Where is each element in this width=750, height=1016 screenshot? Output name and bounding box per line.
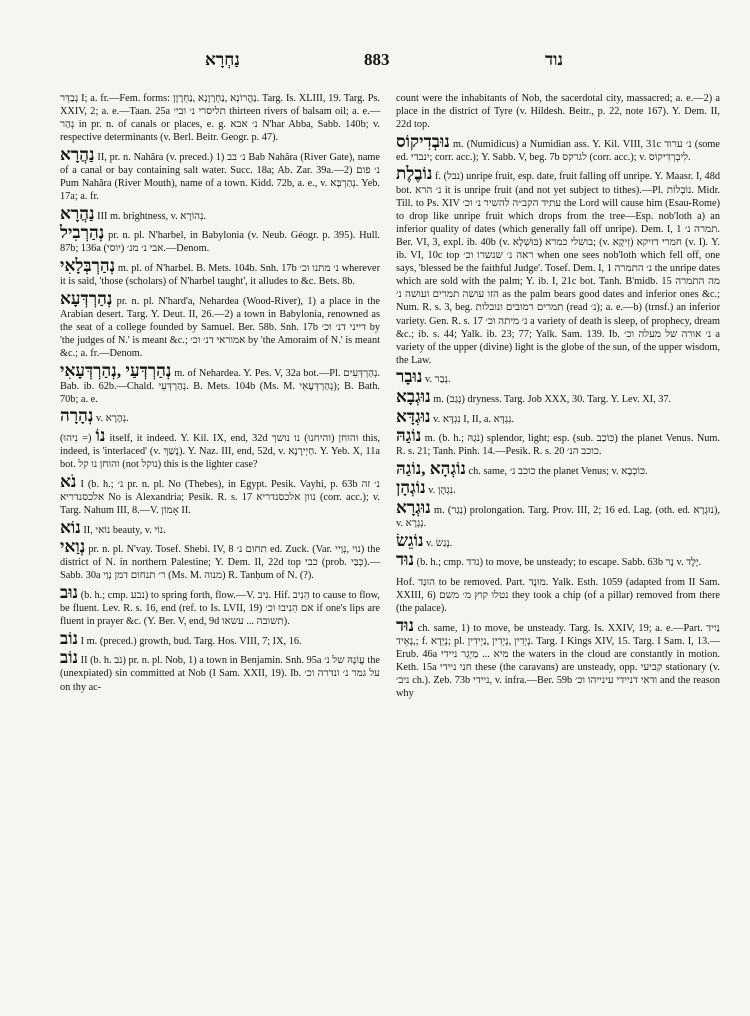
entry-text: ch. same, 1) to move, be unsteady. Targ. Is. XXIV, 19; a. e.—Part. נַיִיד ,נָאֵיד; f. נָיְדָא; pl. נָיְדִין ,נָיְדִין ,נַיְידִין. Targ. I Kings XIV, 15. Targ. I Sam. I, 13.—Erub. 46a מיא ... מַיְגְר ניידי the waters in the cloud are constantly in motion. Keth. 15a חני ניידי these (the caravans) are unsteady, opp. קביעי stationary (v. ניב׳ ch.). Zeb. 73b ניידי, v. infra.—Ber. 59b ודאי דניידי עינייהו וכ׳ and the reason why xyxy=(396,622,721,700)
entry-headword: נוּגְבָא xyxy=(396,386,431,406)
entry-text: pr. n. pl. N'vay. Tosef. Shebi. IV, 8 תחום נ׳ ed. Zuck. (Var. נוי ,נְוַיי) the district of N. in northern Palestine; Y. Dem. II, 22d top כבי (prob. כְּבַּי).—Sabb. 30a ר׳ תנחום דמן נְוַי (Ms. M. מנוה) R. Tanḥum of N. (?). xyxy=(60,544,381,582)
entry-text: v. נְבַר. xyxy=(425,374,451,386)
dictionary-entry xyxy=(60,288,381,360)
dictionary-entry xyxy=(396,88,720,131)
entry-text: Hof. הוּנַד to be removed. Part. מוּנָד. Yalk. Esth. 1059 (adapted from II Sam. XXIII, 6) נטלו קוץ מ׳ משם they took a chip (of a pillar) removed from there (the palace). xyxy=(396,576,720,615)
running-header xyxy=(0,50,750,76)
header-left-word: נַחְרָא xyxy=(205,50,240,69)
entry-text: m. pl. of N'harbel. B. Mets. 104b. Snh. 17b נ׳ מתנו וכ׳ wherever it is said, 'those (scholars) of N'harbel taught', it alludes to &c. Bets. 8b. xyxy=(60,263,381,288)
entry-text: v. נִגְהָן. xyxy=(428,485,456,497)
dictionary-entry xyxy=(60,144,380,203)
entry-text: (= נִיהוּ) itself, it indeed. Y. Kil. IX, end, 32d והוחן (והיחנוּ) נו נושך this, indeed, is 'interlaced' (v. נָשַׁךְ). Y. Naz. III, end, 52d, v. חַיְירָנָא. Y. Yeb. X, 11a bot. והוחן נו קל (not נוקל) this is the lighter case? xyxy=(60,433,381,471)
entry-headword: נוּב xyxy=(60,583,79,602)
entry-text: v. נָגַשׂ. xyxy=(426,537,453,549)
dictionary-entry xyxy=(396,166,720,366)
dictionary-entry xyxy=(396,615,721,701)
entry-headword: נוּבְדִיקוֹס xyxy=(396,131,450,151)
entry-headword: נוֹב xyxy=(60,648,79,668)
entry-headword: נוֹגַהּ xyxy=(396,426,422,446)
entry-text: II, pr. n. Nahăra (v. preced.) 1) נ׳ בב Bab Nahăra (River Gate), name of a canal or bay containing salt water. Succ. 18a; Ab. Zar. 39a.—2) נ׳ פום Pum Nahăra (River Mouth), name of a town. Kidd. 72b, a. e., v. נְהַרְבָּא. Yeb. 17a; a. fr. xyxy=(60,151,380,203)
entry-text: m. (נְגַר) prolongation. Targ. Prov. III, 2; 16 ed. Lag. (oth. ed. נוּגְרָא), v. נְגְרָא. xyxy=(396,505,721,530)
entry-headword: נֹא xyxy=(60,471,77,491)
dictionary-entry xyxy=(396,406,720,426)
entry-headword: נַהֲרָא xyxy=(60,203,95,223)
dictionary-entry xyxy=(396,386,720,406)
dictionary-entry xyxy=(60,517,380,537)
dictionary-entry xyxy=(60,628,380,648)
left-column xyxy=(60,88,380,696)
dictionary-entry xyxy=(60,471,380,517)
dictionary-entry xyxy=(60,428,380,471)
dictionary-entry xyxy=(396,530,720,550)
entry-headword: נְהַרְדְּעָא xyxy=(60,288,113,308)
entry-text: (b. h.; cmp. נדד) to move, be unsteady; to escape. Sabb. 63b נָר v. יֶלֶד. xyxy=(416,557,702,569)
entry-headword: נוֹ xyxy=(95,426,106,446)
entry-text: נְבַדֵּר I; a. fr.—Fem. forms: נַהֲרוֹנְא ,נַחְרָוָנָא ,נַחְרָוָן. Targ. Is. XLIII, 19. Targ. Ps. XXIV, 2; a. e.—Taan. 25a תליסרי נ׳ ובי׳ thirteen rivers of balsam oil; a. e.—נְהַר in pr. n. of canals or places, e. g. נ׳ אבא N'har Abba, Sabb. 140b; v. respective determinants (v. Berl. Beitr. Geogr. p. 47). xyxy=(60,93,381,144)
entry-headword: נְהַרְדְּעַי ,נְהַרְדְּעָאִי xyxy=(60,360,172,380)
dictionary-entry xyxy=(396,369,720,386)
entry-text: II, נוֹאי beauty, v. נוֹי. xyxy=(83,524,166,536)
entry-text: m. (Numidicus) a Numidian ass. Y. Kil. VIII, 31c נ׳ ערוד (some ed. ינבדי; corr. acc.); Y. Sabb. V, beg. 7b לגרקס (corr. acc.); v. לִיבְרְדִיקוֹס. xyxy=(396,138,720,163)
entry-headword: נוֹא xyxy=(60,517,81,537)
entry-headword: נְהַרְבְּלָאִי xyxy=(60,256,116,276)
entry-headword: נְהַרְבִיל xyxy=(60,223,105,243)
entry-headword: נוֹגְהָא ,נוֹגַהּ xyxy=(396,458,466,478)
entry-headword: נוּגְרָא xyxy=(396,498,431,518)
dictionary-entry xyxy=(396,552,720,569)
entry-headword: נוּבָר xyxy=(396,367,423,387)
entry-headword: נַהֲרָא xyxy=(60,144,95,164)
dictionary-entry xyxy=(60,408,380,425)
dictionary-entry xyxy=(60,258,380,288)
entry-headword: נוּד xyxy=(396,615,415,635)
entry-text: m. (b. h.; נֹגַהּ) splendor, light; esp. (sub. כּוֹכַב) the planet Venus. Num. R. s. 21; Tanh. Pinh. 14.—Pesik. R. s. 20 כוכב הנ׳. xyxy=(396,433,720,458)
entry-headword: נוֹב xyxy=(60,628,79,648)
entry-text: v. נִגְדָּא I, II, a. נִגְדָּא. xyxy=(433,413,515,425)
dictionary-entry xyxy=(396,480,720,497)
entry-text: pr. n. pl. N'harbel, in Babylonia (v. Neub. Géogr. p. 395). Hull. 87b; 136a (יוסי) אבי נ׳ מנ׳.—Denom. xyxy=(60,230,381,255)
entry-headword: נוּגְדָּא xyxy=(396,406,431,426)
entry-headword: נְוַאי xyxy=(60,537,86,557)
entry-text: (b. h.; cmp. נבע) to spring forth, flow.—V. נִיב. Hif. הֵנִיב to cause to flow, be fluent. Lev. R. s. 16, end (ref. to Is. LVII, 19) אם הֵנִיבוּ וכ׳ if one's lips are fluent in prayer &c. (Y. Ber. V, end, 9d תשובה ... עשאו). xyxy=(60,590,380,628)
dictionary-entry xyxy=(60,203,380,223)
dictionary-entry xyxy=(60,585,380,628)
dictionary-entry xyxy=(396,458,720,478)
entry-text: II (b. h. נֹב) pr. n. pl. Nob, 1) a town in Benjamin. Snh. 95a עֲוֹנָהּ של נ׳ the (unexpiated) sin committed at Nob (I Sam. XXII, 19). Ib. על גמר נ׳ ונדרה וכ׳ on thy ac- xyxy=(60,655,381,693)
entry-text: f. (נבל) unripe fruit, esp. date, fruit falling off unripe. Y. Maasr. I, 48d bot. נ׳ הרא it is unripe fruit (and not yet subject to tithes).—Pl. נוֹבְלוֹת. Midr. Till. to Ps. XIV עתיד הקב״ה להשיר נ׳ וכ׳ the Lord will cause him (Esau-Rome) to drop like unripe fruit which drops from the tree—Esp. nob'loth a) an inferior quality of dates (which generally fall off unripe). Dem. I, 1 תמרה נ׳. Ber. VI, 3, expl. ib. 40b (v. בּוּשְׁלָא) בושלי כמרא; (v. זִיקָא) חמרי דזיקא (v. I). Y. ib. VI, 10c top ראה נ׳ שנשרו וכ׳ when one sees nob'loth which fell off, one says, 'blessed be the faithful Judge'. Tosef. Dem. I, 1 נ׳ התמרה the unripe dates which are sold with the palm; Y. ib. I, 21c bot. Tanh. B'midb. 15 מה התמרה הזו עושה תמרים ועושה נ׳ as the palm bears good dates and inferior ones &c.; Num. R. s. 3, beg. תמרים רמובים ונובלות (read נ׳); a. e.—b) (trnsf.) an inferior variety. Gen. R. s. 17 נ׳ מיתה וכ׳ a variety of death is sleep, of prophecy, dream &c.; ib. s. 44; Yalk. ib. 23; 77; Yalk. Sam. 139. Ib. נ׳ אורה של מעלה וכ׳ a variety of the upper (divine) light is the globe of the sun, of the upper wisdom, the Law. xyxy=(396,171,721,366)
entry-text: pr. n. pl. N'hard'a, Nehardea (Wood-River), 1) a place in the Arabian desert. Targ. Y. Deut. II, 26.—2) a town in Babylonia, renowned as the seat of a college founded by Samuel. Ber. 58b. Snh. 17b דייני דנ׳ וכ׳ by 'the judges of N.' is meant &c.; אמוראי דנ׳ וכ׳ by 'the Amoraim of N.' is meant &c.; a. fr.—Denom. xyxy=(60,295,381,360)
dictionary-entry xyxy=(60,539,380,582)
entry-text: I (b. h.; נ׳ pr. n. pl. No (Thebes), in Egypt. Pesik. Vayhi, p. 63b נ׳ זה אלכסנדריא No is Alexandria; Pesik. R. s. 17 נוון אלכסנדריא (corr. acc.); v. Targ. Nahum III, 8.—V. אָמוֹן II. xyxy=(60,478,380,517)
dictionary-entry xyxy=(396,572,720,615)
entry-text: m. of Nehardea. Y. Pes. V, 32a bot.—Pl. נְהַרְדְּעִים. Bab. ib. 62b.—Chald. נְהַרְדְּעֵי. B. Mets. 104b (Ms. M. נְהַרְדְּעָאֵי); B. Bath. 70b; a. e. xyxy=(60,367,380,405)
entry-headword: נְהָרָה xyxy=(60,406,94,426)
dictionary-entry xyxy=(60,650,380,693)
entry-headword: נוּד xyxy=(396,550,415,570)
dictionary-entry xyxy=(396,131,720,164)
entry-text: III m. brightness, v. נְהוֹרָא. xyxy=(97,210,207,222)
right-column xyxy=(396,88,720,703)
header-right-word: נוד xyxy=(545,50,564,69)
entry-text: I m. (preced.) growth, bud. Targ. Hos. VIII, 7; IX, 16. xyxy=(80,635,302,647)
dictionary-entry xyxy=(396,428,720,458)
dictionary-entry xyxy=(396,500,720,530)
entry-text: m. (נְגַב) dryness. Targ. Job XXX, 30. Targ. Y. Lev. XI, 37. xyxy=(433,393,672,405)
page-number: 883 xyxy=(364,50,390,69)
entry-headword: נוֹגְהָן xyxy=(396,478,426,498)
entry-text: v. נְהָרָא. xyxy=(96,413,129,425)
dictionary-entry xyxy=(60,360,380,406)
entry-text: ch. same, כוכב נ׳ the planet Venus; v. כּוֹכְבָא. xyxy=(468,465,648,477)
dictionary-entry xyxy=(60,225,380,255)
entry-headword: נוֹבֶלֶת xyxy=(396,164,433,184)
dictionary-entry xyxy=(60,88,380,144)
entry-headword: נוֹגֵשׂ xyxy=(396,530,424,550)
entry-text: count were the inhabitants of Nob, the sacerdotal city, massacred; a. e.—2) a place in the district of Tyre (v. Hildesh. Beitr., p. 22, note 167). Y. Dem. II, 22d top. xyxy=(396,93,720,131)
